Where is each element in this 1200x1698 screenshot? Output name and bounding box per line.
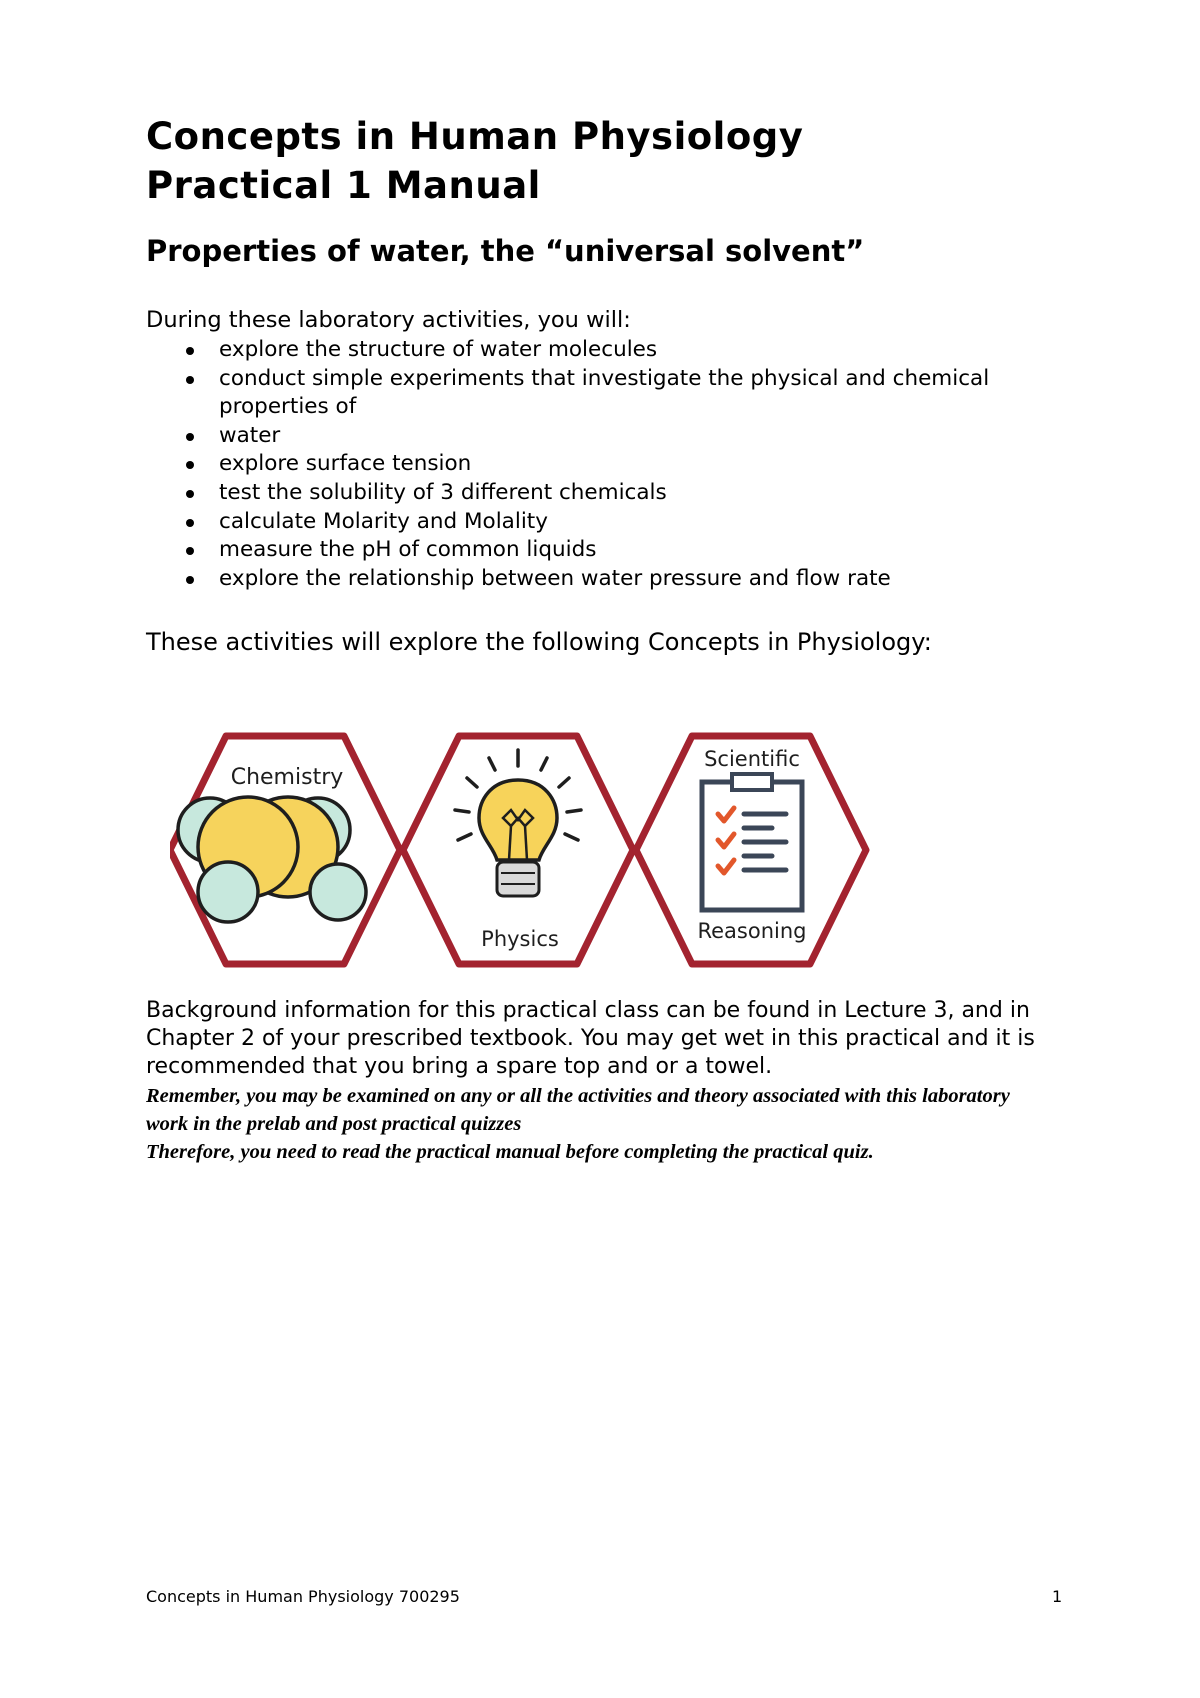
page-content <box>146 112 1066 1163</box>
list-item <box>146 479 1066 508</box>
bullet-icon <box>186 547 194 555</box>
scientific-reasoning-badge <box>636 736 866 964</box>
bullet-icon <box>186 576 194 584</box>
objectives-list <box>146 336 1066 593</box>
concept-icons-graphic <box>170 732 870 972</box>
bullet-icon <box>186 347 194 355</box>
objectives-intro: During these laboratory activities, you will: <box>146 307 631 333</box>
concept-icons <box>146 732 866 972</box>
exam-note <box>146 1082 1046 1166</box>
background-paragraph: Background information for this practical class can be found in Lecture 3, and in Chapter 2 of your prescribed textbook. You may get wet in this practical and it is recommended that you bring a spare top and or a towel. <box>146 998 1035 1079</box>
bullet-icon <box>186 519 194 527</box>
document-title <box>146 112 1066 210</box>
exam-note-line-2: Therefore, you need to read the practical manual before completing the practical quiz. <box>146 1141 874 1163</box>
footer-course: Concepts in Human Physiology 700295 <box>146 1587 460 1606</box>
title-line-2: Practical 1 Manual <box>146 164 541 207</box>
list-item <box>146 565 1066 594</box>
objective-text: conduct simple experiments that investigate the physical and chemical properties of <box>219 365 990 420</box>
objective-text: explore surface tension <box>219 451 472 477</box>
footer-page-number: 1 <box>1052 1587 1063 1606</box>
bullet-icon <box>186 490 194 498</box>
list-item <box>146 422 1066 451</box>
objective-text: explore the structure of water molecules <box>219 337 658 362</box>
list-item <box>146 365 1066 422</box>
objective-text: explore the relationship between water pressure and flow rate <box>219 565 891 591</box>
list-item <box>146 508 1066 537</box>
exam-note-line-1: Remember, you may be examined on any or all the activities and theory associated with this laboratory work in the prelab and post practical quizzes <box>146 1085 1010 1135</box>
chemistry-label: Chemistry <box>230 765 344 790</box>
bullet-icon <box>186 376 194 384</box>
clipboard-checklist-icon <box>702 774 802 910</box>
objective-text: calculate Molarity and Molality <box>219 508 548 534</box>
list-item <box>146 450 1066 479</box>
physics-label: Physics <box>481 927 559 951</box>
list-item <box>146 536 1066 565</box>
reasoning-label: Reasoning <box>697 919 807 943</box>
objective-text: measure the pH of common liquids <box>219 537 597 563</box>
scientific-label: Scientific <box>704 747 800 771</box>
title-line-1: Concepts in Human Physiology <box>146 115 804 158</box>
list-item <box>146 336 1066 365</box>
concepts-lead: These activities will explore the following Concepts in Physiology: <box>146 628 932 657</box>
bullet-icon <box>186 461 194 469</box>
objective-text: test the solubility of 3 different chemicals <box>219 479 667 505</box>
bullet-icon <box>186 433 194 441</box>
physics-badge <box>403 736 633 964</box>
document-subtitle: Properties of water, the “universal solvent” <box>146 234 865 268</box>
objective-text: water <box>219 422 281 448</box>
chemistry-badge <box>170 736 400 964</box>
